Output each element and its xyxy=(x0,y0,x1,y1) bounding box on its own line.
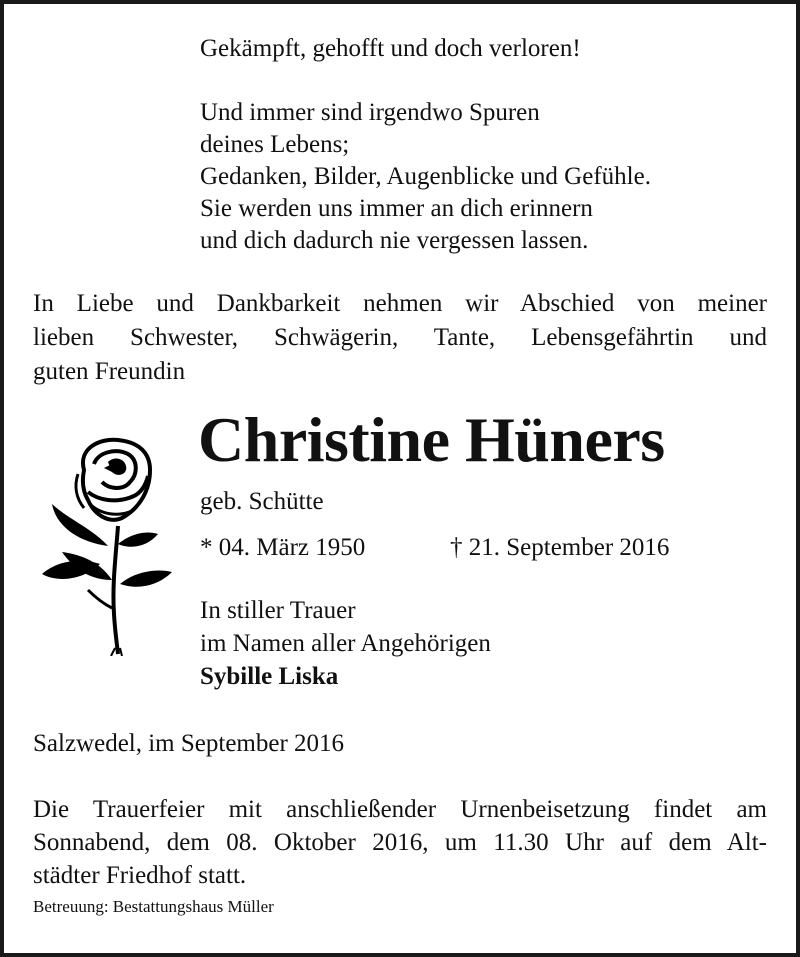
intro-line-1: In Liebe und Dankbarkeit nehmen wir Abschied von meiner xyxy=(33,290,767,317)
mourners-line-2: im Namen aller Angehörigen xyxy=(200,630,491,657)
place-date: Salzwedel, im September 2016 xyxy=(33,730,345,757)
funeral-line-2: Sonnabend, dem 08. Oktober 2016, um 11.30 Uhr auf dem Alt- xyxy=(33,829,767,856)
maiden-name: geb. Schütte xyxy=(200,488,324,515)
rose-icon xyxy=(38,434,178,656)
deceased-name: Christine Hüners xyxy=(198,404,665,475)
birth-date: * 04. März 1950 xyxy=(200,534,366,561)
poem-line-2: Und immer sind irgendwo Spuren xyxy=(200,99,540,126)
intro-line-2: lieben Schwester, Schwägerin, Tante, Lebensgefährtin und xyxy=(33,324,767,351)
poem-line-4: Gedanken, Bilder, Augenblicke und Gefühle. xyxy=(200,163,651,190)
mourner-name: Sybille Liska xyxy=(200,663,339,690)
poem-line-3: deines Lebens; xyxy=(200,131,350,158)
poem-line-5: Sie werden uns immer an dich erinnern xyxy=(200,195,593,222)
poem-line-6: und dich dadurch nie vergessen lassen. xyxy=(200,227,589,254)
poem-line-1: Gekämpft, gehofft und doch verloren! xyxy=(200,35,581,62)
funeral-line-3: städter Friedhof statt. xyxy=(33,862,247,889)
death-date: † 21. September 2016 xyxy=(450,534,670,561)
funeral-line-1: Die Trauerfeier mit anschließender Urnenbeisetzung findet am xyxy=(33,796,767,823)
undertaker-note: Betreuung: Bestattungshaus Müller xyxy=(33,897,274,916)
mourners-line-1: In stiller Trauer xyxy=(200,597,356,624)
intro-line-3: guten Freundin xyxy=(33,358,186,385)
